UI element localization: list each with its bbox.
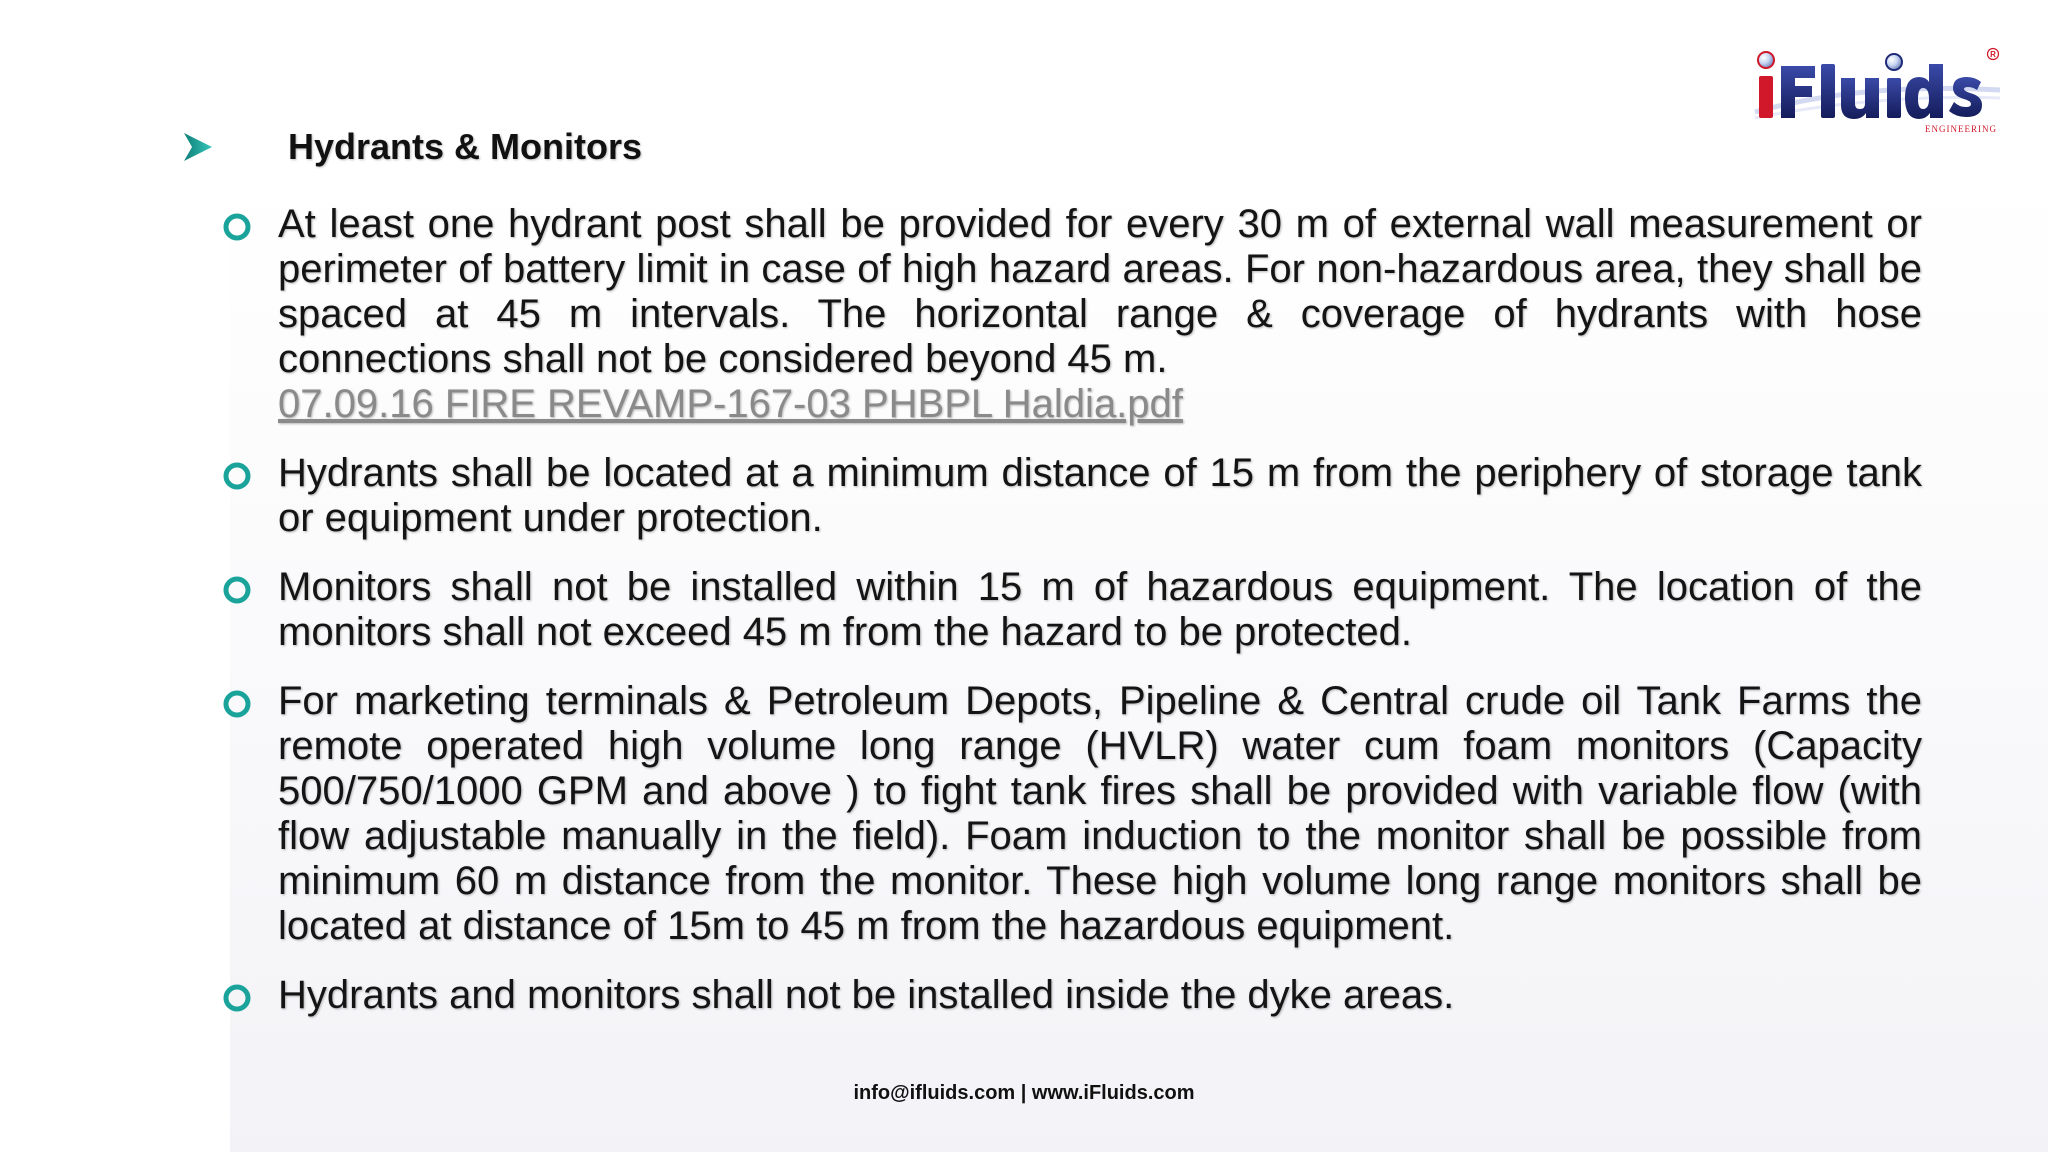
ring-bullet-icon [222,689,252,719]
list-item [222,679,1922,949]
list-item-body: At least one hydrant post shall be provided for every 30 m of external wall measurement or perimeter of battery limit in case of high hazard areas. For non-hazardous area, they shall be spaced at 45 m intervals. The horizontal range & coverage of hydrants with hose connections shall not be considered beyond 45 m. [278,202,1922,381]
ring-bullet-icon [222,983,252,1013]
section-heading-row [180,126,642,168]
ring-bullet-icon [222,575,252,605]
list-item-text: Hydrants shall be located at a minimum distance of 15 m from the periphery of storage tank or equipment under protection. [278,451,1922,540]
ring-bullet-icon [222,461,252,491]
list-item-text: Hydrants and monitors shall not be installed inside the dyke areas. [278,973,1455,1017]
svg-text:R: R [1990,50,1996,59]
section-heading: Hydrants & Monitors [288,126,643,167]
list-item-text [278,202,1922,427]
ifluids-logo [1745,42,2005,134]
arrow-icon [180,129,216,165]
ring-bullet-icon [222,212,252,242]
list-item [222,565,1922,655]
list-item-text: Monitors shall not be installed within 15 m of hazardous equipment. The location of the monitors shall not exceed 45 m from the hazard to be protected. [278,565,1922,654]
svg-text:ENGINEERING: ENGINEERING [1925,124,1997,134]
list-item-text: For marketing terminals & Petroleum Depots, Pipeline & Central crude oil Tank Farms the remote operated high volume long range (HVLR) water cum foam monitors (Capacity 500/750/1000 GPM and above ) to fight tank fires shall be provided with variable flow (with flow adjustable manually in the field). Foam induction to the monitor shall be possible from minimum 60 m distance from the monitor. These high volume long range monitors shall be located at distance of 15m to 45 m from the hazardous equipment. [278,679,1922,948]
footer-contact[interactable]: info@ifluids.com | www.iFluids.com [853,1082,1195,1104]
list-item [222,202,1922,427]
list-item [222,973,1922,1018]
reference-pdf-link[interactable]: 07.09.16 FIRE REVAMP-167-03 PHBPL Haldia.pdf [278,382,1183,426]
bullet-list [222,202,1922,1042]
list-item [222,451,1922,541]
